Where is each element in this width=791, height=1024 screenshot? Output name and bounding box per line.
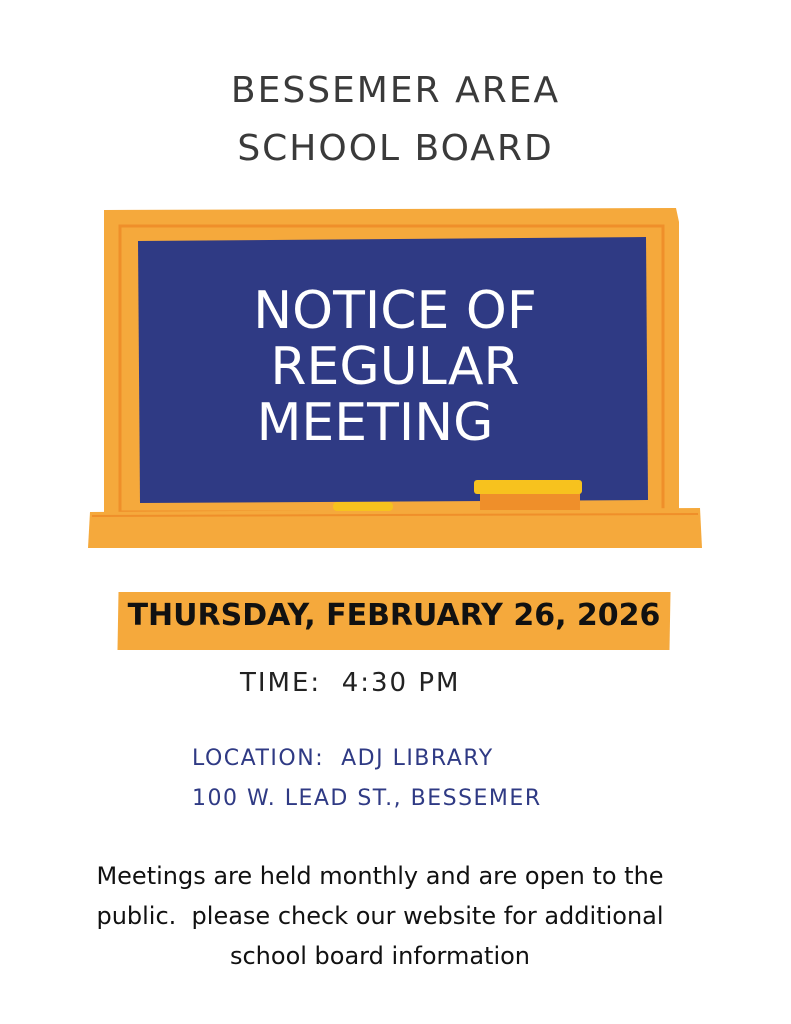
meeting-location-name: LOCATION: ADJ LIBRARY	[192, 746, 494, 771]
notice-title-line-1: NOTICE OF	[253, 281, 537, 341]
org-name-line-2: SCHOOL BOARD	[237, 128, 554, 169]
notice-title-line-3: MEETING	[256, 393, 494, 453]
footer-info-line-3: school board information	[229, 942, 531, 970]
eraser-top	[474, 480, 582, 494]
footer-info-line-2: public. please check our website for additional	[96, 902, 664, 930]
meeting-date: THURSDAY, FEBRUARY 26, 2026	[127, 598, 661, 633]
meeting-time: TIME: 4:30 PM	[240, 668, 461, 698]
meeting-location-address: 100 W. LEAD ST., BESSEMER	[192, 786, 542, 811]
org-name-line-1: BESSEMER AREA	[230, 70, 561, 111]
eraser-base	[480, 492, 580, 510]
chalk-stick	[333, 502, 393, 511]
footer-info-line-1: Meetings are held monthly and are open to the	[96, 862, 664, 890]
notice-title-line-2: REGULAR	[270, 337, 520, 397]
